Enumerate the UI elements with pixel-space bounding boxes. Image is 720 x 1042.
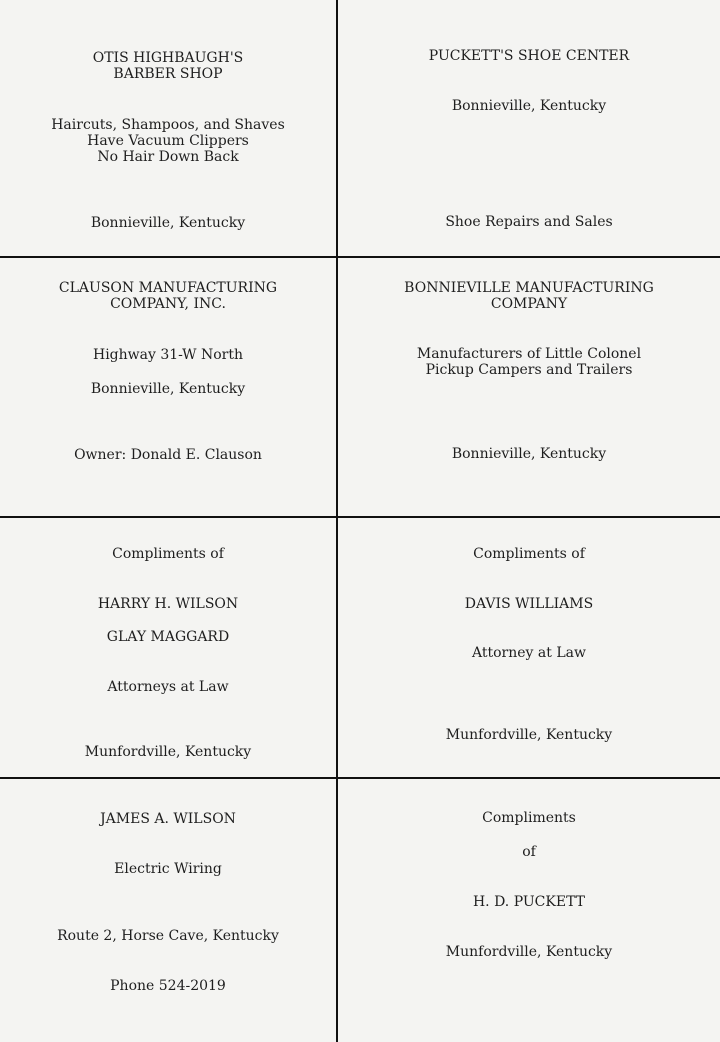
products-line-2: Pickup Campers and Trailers <box>425 362 633 378</box>
business-city: Munfordville, Kentucky <box>445 727 613 743</box>
ad-davis-williams-attorney <box>338 518 720 777</box>
business-name-line-2: BARBER SHOP <box>113 66 223 82</box>
business-name: PUCKETT'S SHOE CENTER <box>428 48 630 64</box>
business-city: Bonnieville, Kentucky <box>90 215 246 231</box>
services-line-3: No Hair Down Back <box>97 149 239 165</box>
services-line-2: Have Vacuum Clippers <box>87 133 249 149</box>
ad-hd-puckett <box>338 779 720 1042</box>
business-name-line-1: BONNIEVILLE MANUFACTURING <box>404 280 654 296</box>
attorney-name: DAVIS WILLIAMS <box>464 596 594 612</box>
ad-highbaugh-barber <box>0 0 336 256</box>
business-address: Highway 31-W North <box>93 347 243 363</box>
business-city: Bonnieville, Kentucky <box>451 446 607 462</box>
ad-puckett-shoe-center <box>338 0 720 256</box>
ad-james-wilson-electric <box>0 779 336 1042</box>
attorney-name-2: GLAY MAGGARD <box>106 629 230 645</box>
business-name: JAMES A. WILSON <box>100 811 236 827</box>
business-phone: Phone 524-2019 <box>110 978 226 994</box>
ad-clauson-manufacturing <box>0 258 336 516</box>
business-name-line-2: COMPANY, INC. <box>110 296 226 312</box>
business-owner: Owner: Donald E. Clauson <box>74 447 262 463</box>
person-name: H. D. PUCKETT <box>472 894 586 910</box>
compliments-of: Compliments of <box>112 546 224 562</box>
business-name-line-1: OTIS HIGHBAUGH'S <box>92 50 244 66</box>
business-city: Munfordville, Kentucky <box>84 744 252 760</box>
business-address: Route 2, Horse Cave, Kentucky <box>57 928 279 944</box>
business-city: Munfordville, Kentucky <box>445 944 613 960</box>
compliments-line-1: Compliments <box>482 810 576 826</box>
compliments-of: Compliments of <box>473 546 585 562</box>
attorney-title: Attorney at Law <box>472 645 586 661</box>
business-city: Bonnieville, Kentucky <box>90 381 246 397</box>
compliments-line-2: of <box>522 844 536 860</box>
business-city: Bonnieville, Kentucky <box>451 98 607 114</box>
attorney-name-1: HARRY H. WILSON <box>97 596 239 612</box>
ad-bonnieville-manufacturing <box>338 258 720 516</box>
business-services: Shoe Repairs and Sales <box>445 214 613 230</box>
ad-wilson-maggard-attorneys <box>0 518 336 777</box>
services-line-1: Haircuts, Shampoos, and Shaves <box>51 117 285 133</box>
business-services: Electric Wiring <box>114 861 222 877</box>
attorney-title: Attorneys at Law <box>107 679 229 695</box>
business-name-line-2: COMPANY <box>490 296 568 312</box>
business-name-line-1: CLAUSON MANUFACTURING <box>58 280 278 296</box>
products-line-1: Manufacturers of Little Colonel <box>416 346 642 362</box>
